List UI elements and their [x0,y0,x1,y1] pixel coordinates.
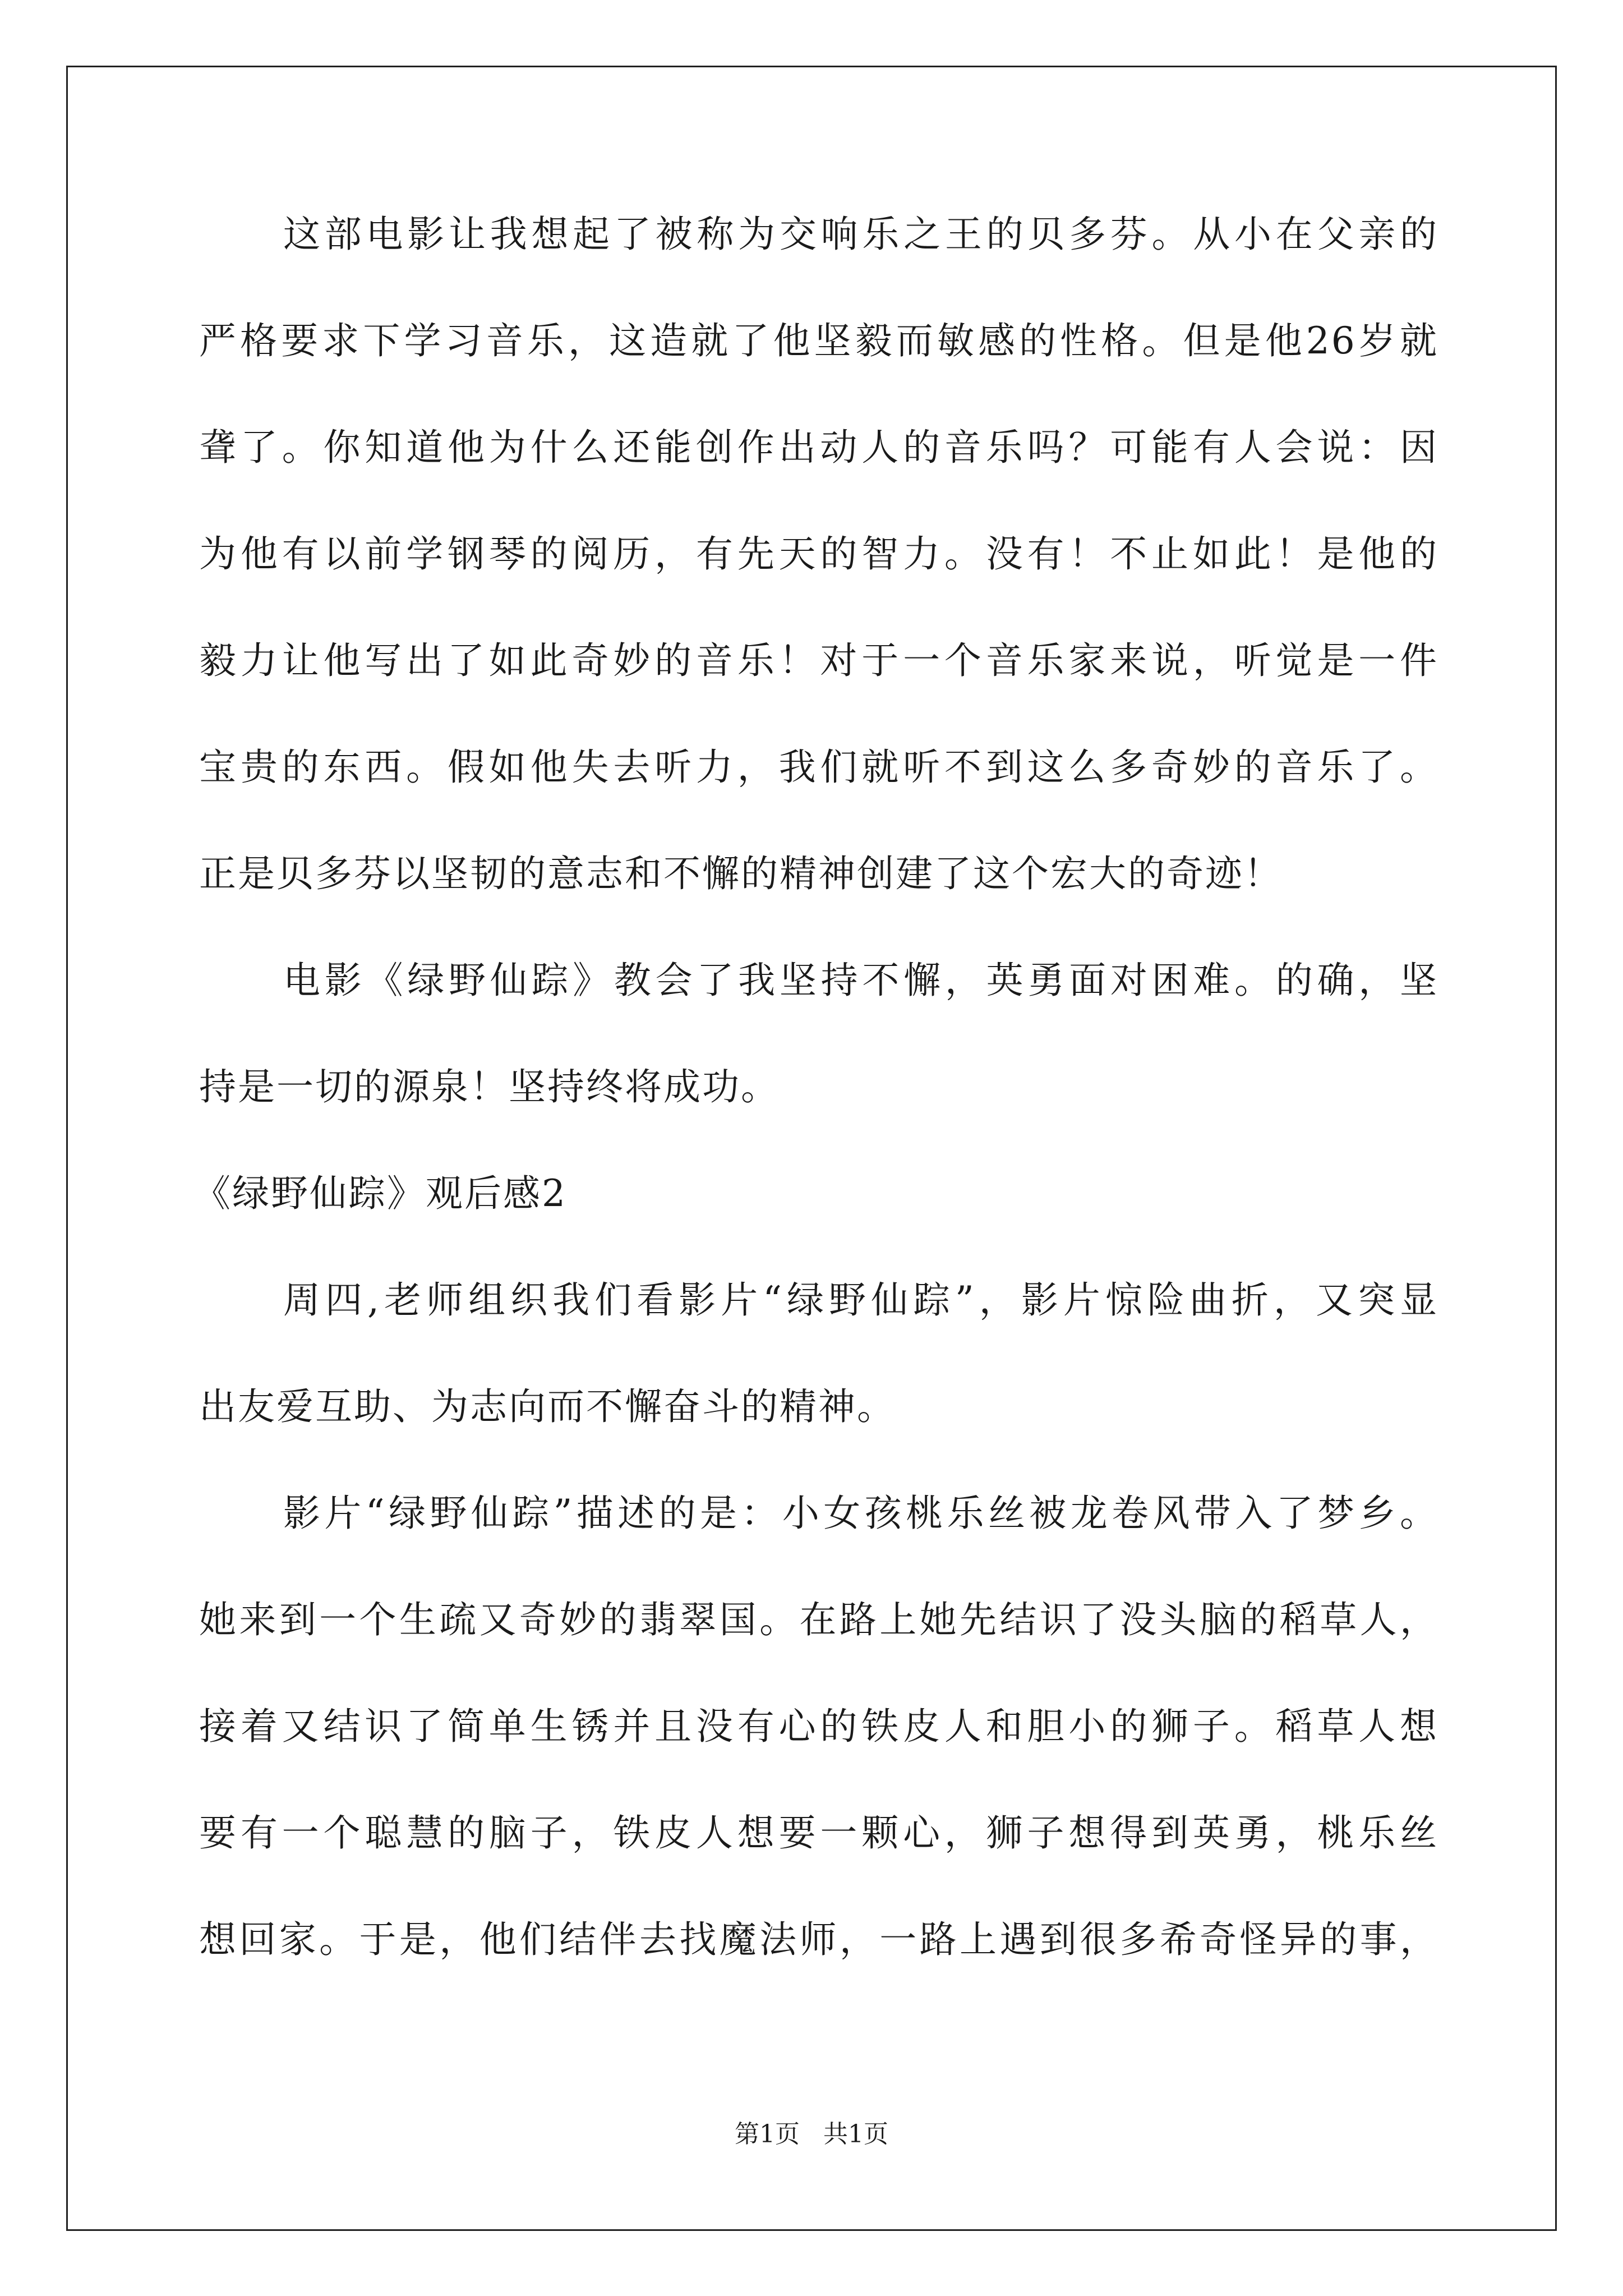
paragraph-line: 正是贝多芬以坚韧的意志和不懈的精神创建了这个宏大的奇迹！ [199,852,1283,895]
paragraph-line: 严格要求下学习音乐，这造就了他坚毅而敏感的性格。但是他26岁就 [199,319,1438,362]
paragraph-line: 周四,老师组织我们看影片“绿野仙踪”，影片惊险曲折，又突显 [283,1278,1438,1322]
paragraph-line: 宝贵的东西。假如他失去听力，我们就听不到这么多奇妙的音乐了。 [199,746,1438,789]
paragraph-line: 她来到一个生疏又奇妙的翡翠国。在路上她先结识了没头脑的稻草人， [199,1598,1438,1641]
paragraph-line: 出友爱互助、为志向而不懈奋斗的精神。 [199,1385,896,1428]
paragraph-line: 持是一切的源泉！坚持终将成功。 [199,1065,780,1108]
paragraph-line: 要有一个聪慧的脑子，铁皮人想要一颗心，狮子想得到英勇，桃乐丝 [199,1811,1438,1855]
paragraph-line: 接着又结识了简单生锈并且没有心的铁皮人和胆小的狮子。稻草人想 [199,1705,1438,1748]
paragraph-line: 想回家。于是，他们结伴去找魔法师，一路上遇到很多希奇怪异的事， [199,1918,1438,1961]
paragraph-line: 影片“绿野仙踪”描述的是：小女孩桃乐丝被龙卷风带入了梦乡。 [283,1492,1438,1535]
paragraph-line: 为他有以前学钢琴的阅历，有先天的智力。没有！不止如此！是他的 [199,532,1438,576]
paragraph-line: 这部电影让我想起了被称为交响乐之王的贝多芬。从小在父亲的 [283,213,1438,256]
page-footer: 第1页 共1页 [735,2120,888,2148]
paragraph-line: 聋了。你知道他为什么还能创作出动人的音乐吗？可能有人会说：因 [199,426,1438,469]
page-border [66,66,1557,2231]
paragraph-line: 电影《绿野仙踪》教会了我坚持不懈，英勇面对困难。的确，坚 [283,959,1438,1002]
paragraph-line: 毅力让他写出了如此奇妙的音乐！对于一个音乐家来说，听觉是一件 [199,639,1438,682]
section-heading: 《绿野仙踪》观后感2 [193,1172,567,1215]
